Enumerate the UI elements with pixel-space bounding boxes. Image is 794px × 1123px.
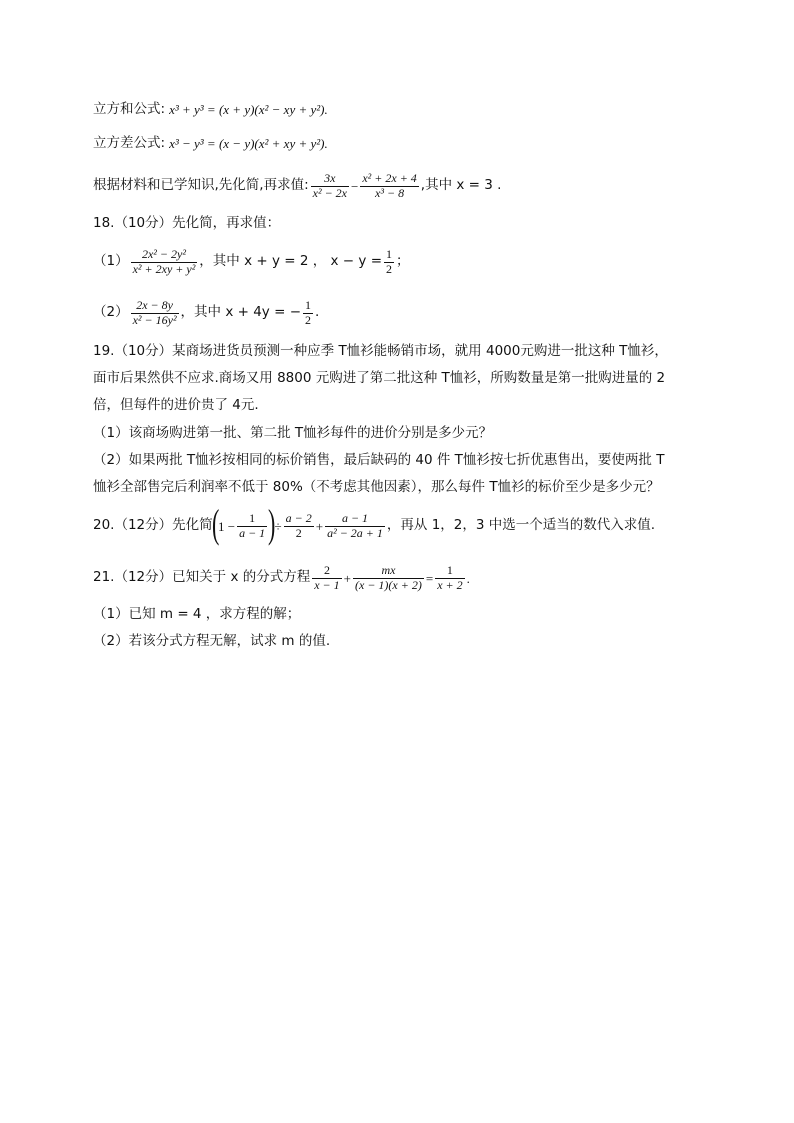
punctuation: . bbox=[466, 570, 470, 586]
q18-part2 bbox=[93, 295, 319, 331]
fraction-denominator: x + 2 bbox=[437, 577, 463, 592]
q20-fraction3 bbox=[325, 512, 385, 541]
q21-fraction3 bbox=[435, 564, 464, 593]
q20-one-minus: 1 − bbox=[217, 518, 236, 534]
q19-sub2-line2: 恤衫全部售完后利润率不低于 80%（不考虑其他因素），那么每件 T恤衫的标价至少是多少元？ bbox=[93, 479, 660, 495]
q19-line2: 面市后果然供不应求.商场又用 8800 元购进了第二批这种 T恤衫，所购数量是第一批购进量的 2 bbox=[93, 370, 666, 386]
minus-sign: − bbox=[351, 178, 359, 194]
q19-sub2-line1: （2）如果两批 T恤衫按相同的标价销售，最后缺码的 40 件 T恤衫按七折优惠售出，要使两批 T bbox=[93, 452, 665, 468]
left-paren: ( bbox=[211, 501, 219, 546]
cube-diff-formula bbox=[93, 137, 328, 151]
fraction-numerator: 3x bbox=[324, 170, 336, 185]
fraction-denominator: x² − 2x bbox=[312, 185, 347, 200]
fraction-numerator: a − 1 bbox=[341, 510, 369, 525]
cube-sum-expr: x³ + y³ = (x + y)(x² − xy + y²). bbox=[169, 102, 328, 118]
fraction-numerator: 2x − 8y bbox=[136, 297, 173, 312]
cube-sum-formula bbox=[93, 103, 328, 117]
fraction-denominator: a² − 2a + 1 bbox=[327, 525, 383, 540]
q18-part1-condition: ，其中 x + y = 2 ， x − y = bbox=[199, 253, 383, 270]
cube-sum-label: 立方和公式: bbox=[93, 101, 166, 117]
punctuation: . bbox=[315, 304, 320, 321]
q21-sub2: （2）若该分式方程无解，试求 m 的值. bbox=[93, 633, 331, 649]
q20-fraction1 bbox=[237, 512, 267, 541]
q21-sub1: （1）已知 m = 4 ，求方程的解； bbox=[93, 606, 301, 622]
q18-part2-condition: ，其中 x + 4y = − bbox=[180, 304, 302, 321]
cube-diff-label: 立方差公式: bbox=[93, 135, 166, 151]
q21-fraction1 bbox=[312, 564, 341, 593]
q20-expression bbox=[93, 501, 656, 546]
q19-line3: 倍，但每件的进价贵了 4元. bbox=[93, 397, 259, 413]
instruction-text: 根据材料和已学知识,先化简,再求值: bbox=[93, 177, 309, 194]
fraction-x2 bbox=[360, 172, 418, 201]
half-fraction bbox=[384, 248, 394, 277]
q20-head: 20.（12分）先化简 bbox=[93, 517, 213, 534]
fraction-numerator: 1 bbox=[305, 297, 312, 312]
q21-fraction2 bbox=[353, 564, 424, 593]
half-fraction bbox=[303, 299, 313, 328]
fraction-denominator: a − 1 bbox=[239, 525, 266, 540]
fraction-numerator: 1 bbox=[386, 246, 393, 261]
fraction-3x bbox=[311, 172, 349, 201]
fraction-numerator: 2x² − 2y² bbox=[141, 246, 186, 261]
q20-tail: ，再从 1，2，3 中选一个适当的数代入求值. bbox=[386, 517, 656, 534]
fraction-denominator: (x − 1)(x + 2) bbox=[355, 577, 422, 592]
divide-sign: ÷ bbox=[274, 518, 282, 534]
fraction-denominator: 2 bbox=[386, 261, 393, 276]
part-tag: （2） bbox=[93, 304, 129, 321]
part-tag: （1） bbox=[93, 253, 129, 270]
fraction-denominator: x³ − 8 bbox=[375, 185, 405, 200]
fraction-numerator: 1 bbox=[446, 562, 453, 577]
q21-head: 21.（12分）已知关于 x 的分式方程 bbox=[93, 569, 311, 586]
cube-diff-expr: x³ − y³ = (x − y)(x² + xy + y²). bbox=[169, 136, 328, 152]
q19-sub1: （1）该商场购进第一批、第二批 T恤衫每件的进价分别是多少元？ bbox=[93, 425, 493, 441]
fraction-numerator: x² + 2x + 4 bbox=[362, 170, 417, 185]
fraction-denominator: 2 bbox=[295, 525, 302, 540]
q18-part1-fraction bbox=[131, 248, 198, 277]
simplify-instruction bbox=[93, 169, 501, 203]
q18-part2-fraction bbox=[131, 299, 179, 328]
fraction-denominator: x − 1 bbox=[314, 577, 340, 592]
q18-header: 18.（10分）先化简，再求值： bbox=[93, 215, 281, 231]
q19-line1: 19.（10分）某商场进货员预测一种应季 T恤衫能畅销市场，就用 4000元购进一批这种 T恤衫， bbox=[93, 343, 668, 359]
instruction-condition: ,其中 x = 3 . bbox=[420, 177, 502, 194]
fraction-denominator: 2 bbox=[305, 312, 312, 327]
q18-part1 bbox=[93, 244, 410, 280]
fraction-numerator: mx bbox=[381, 562, 396, 577]
equals-sign: = bbox=[425, 570, 434, 586]
fraction-denominator: x² − 16y² bbox=[132, 312, 177, 327]
plus-sign: + bbox=[315, 518, 324, 534]
punctuation: ； bbox=[396, 253, 410, 270]
fraction-numerator: 1 bbox=[249, 510, 256, 525]
right-paren: ) bbox=[268, 501, 276, 546]
q21-equation bbox=[93, 560, 470, 596]
q20-fraction2 bbox=[284, 512, 314, 541]
plus-sign: + bbox=[343, 570, 352, 586]
fraction-numerator: 2 bbox=[323, 562, 330, 577]
fraction-numerator: a − 2 bbox=[285, 510, 312, 525]
fraction-denominator: x² + 2xy + y² bbox=[132, 261, 196, 276]
